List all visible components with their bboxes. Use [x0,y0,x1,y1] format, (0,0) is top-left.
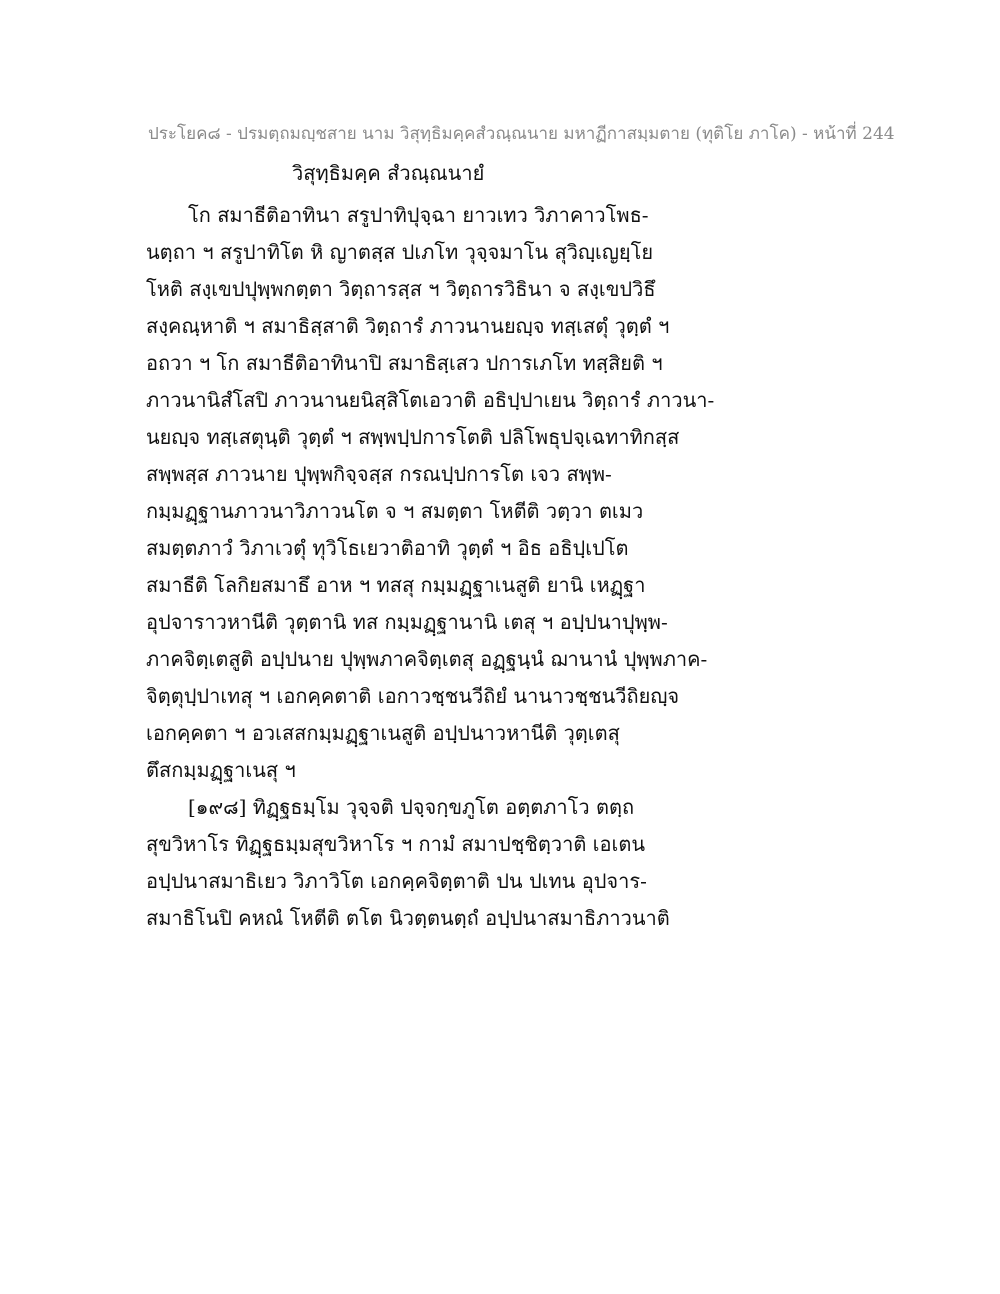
text-line: สมตฺตภาวํ วิภาเวตุํ ทุวิโธเยวาติอาทิ วุตฺตํ ฯ อิธ อธิปฺเปโต [146,536,629,560]
paragraph-2 [146,789,866,937]
section-title: วิสุทฺธิมคฺค สํวณฺณนายํ [292,161,485,185]
text-line: สุขวิหาโร ทิฏฺฐธมฺมสุขวิหาโร ฯ กามํ สมาปชฺชิตฺวาติ เอเตน [146,832,646,856]
text-line: นยญฺจ ทสฺเสตุนฺติ วุตฺตํ ฯ สพฺพปฺปการโตติ ปลิโพธุปจฺเฉทาทิกสฺส [146,425,680,449]
text-line: นตฺถา ฯ สรูปาทิโต หิ ญาตสฺส ปเภโท วุจฺจมาโน สุวิญฺเญยฺโย [146,240,654,264]
text-line: อุปจาราวหานีติ วุตฺตานิ ทส กมฺมฏฺฐานานิ เตสุ ฯ อปฺปนาปุพฺพ- [146,610,668,634]
paragraph-1 [146,197,866,789]
text-line: กมฺมฏฺฐานภาวนาวิภาวนโต จ ฯ สมตฺตา โหตีติ วตฺวา ตเมว [146,499,644,523]
running-header: ประโยค๘ - ปรมตฺถมญฺชสาย นาม วิสุทฺธิมคฺคสํวณฺณนาย มหาฏีกาสมฺมตาย (ทุติโย ภาโค) - หน้าที่ 244 [148,124,895,144]
text-line: อปฺปนาสมาธิเยว วิภาวิโต เอกคฺคจิตฺตาติ ปน ปเทน อุปจาร- [146,869,647,893]
text-line: สมาธิโนปิ คหณํ โหตีติ ตโต นิวตฺตนตฺถํ อปฺปนาสมาธิภาวนาติ [146,906,670,930]
body-text [146,197,866,937]
text-line: ภาคจิตฺเตสูติ อปฺปนาย ปุพฺพภาคจิตฺเตสุ อฏฺฐนฺนํ ฌานานํ ปุพฺพภาค- [146,647,708,671]
text-line: จิตฺตุปฺปาเทสุ ฯ เอกคฺคตาติ เอกาวชฺชนวีถิยํ นานาวชฺชนวีถิยญฺจ [146,684,680,708]
text-line: โก สมาธีติอาทินา สรูปาทิปุจฺฉา ยาวเทว วิภาคาวโพธ- [188,203,649,227]
text-line: สมาธีติ โลกิยสมาธึ อาห ฯ ทสสุ กมฺมฏฺฐาเนสูติ ยานิ เหฏฺฐา [146,573,646,597]
text-line: โหติ สงฺเขปปุพฺพกตฺตา วิตฺถารสฺส ฯ วิตฺถารวิธินา จ สงฺเขปวิธึ [146,277,656,301]
text-line: สพฺพสฺส ภาวนาย ปุพฺพกิจฺจสฺส กรณปฺปการโต เจว สพฺพ- [146,462,612,486]
text-line: อถวา ฯ โก สมาธีติอาทินาปิ สมาธิสฺเสว ปการเภโท ทสฺสิยติ ฯ [146,351,663,375]
text-line: เอกคฺคตา ฯ อวเสสกมฺมฏฺฐาเนสูติ อปฺปนาวหานีติ วุตฺเตสุ [146,721,620,745]
text-line: สงฺคณฺหาติ ฯ สมาธิสฺสาติ วิตฺถารํ ภาวนานยญฺจ ทสฺเสตุํ วุตฺตํ ฯ [146,314,670,338]
text-line: ภาวนานิสํโสปิ ภาวนานยนิสฺสิโตเอวาติ อธิปฺปาเยน วิตฺถารํ ภาวนา- [146,388,715,412]
text-line: [๑๙๘] ทิฏฺฐธมฺโม วุจฺจติ ปจฺจกฺขภูโต อตฺตภาโว ตตฺถ [188,795,635,819]
text-line: ตึสกมฺมฏฺฐาเนสุ ฯ [146,758,296,782]
